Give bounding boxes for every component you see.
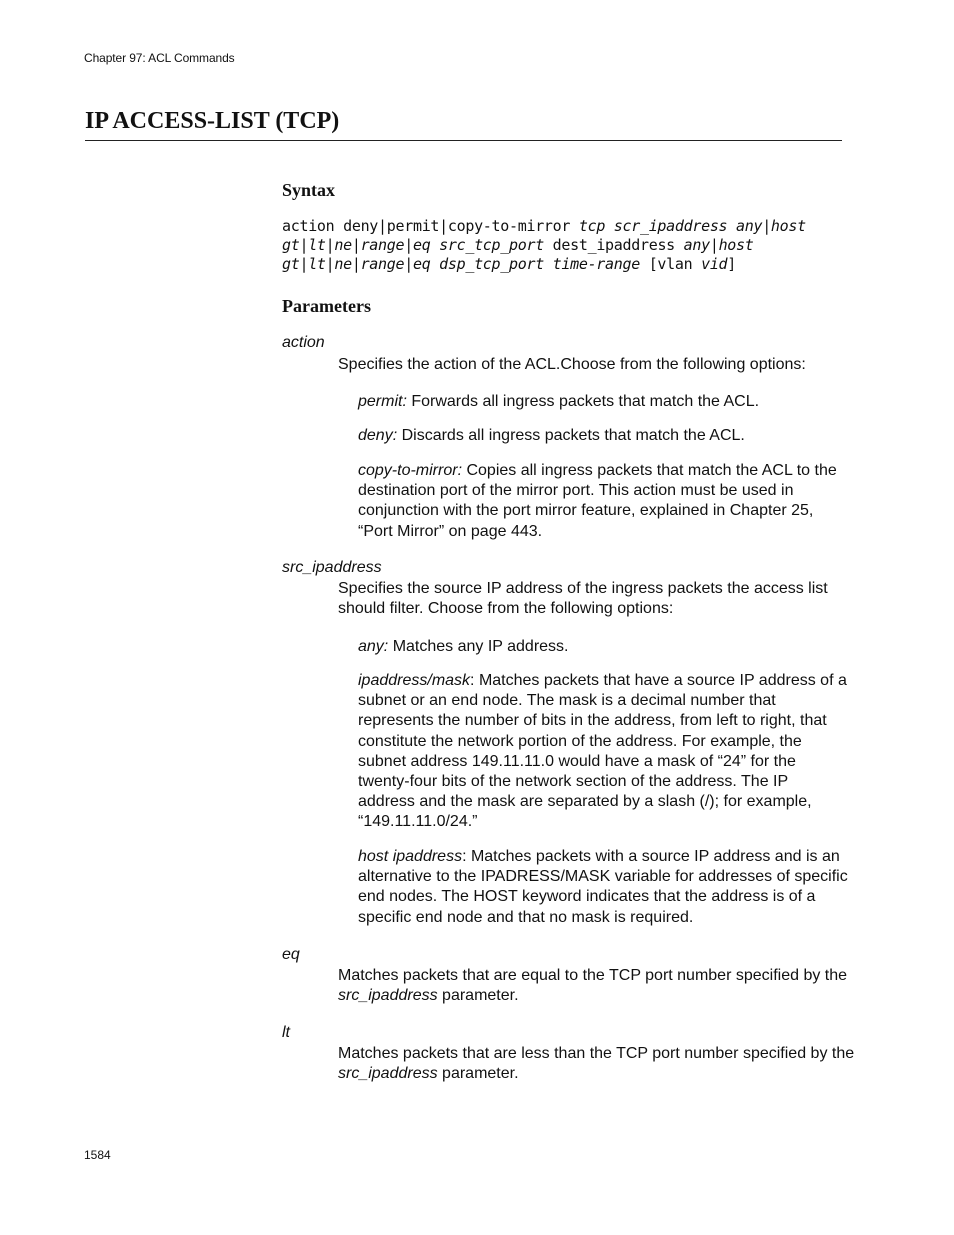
syntax-line-3-a: gt|lt|ne|range|eq dsp_tcp_port time-range xyxy=(282,255,640,273)
option-permit-label: permit: xyxy=(358,393,407,410)
syntax-line-3-c: vid xyxy=(701,255,728,273)
option-host-ipaddress xyxy=(358,847,848,928)
syntax-line-2 xyxy=(282,236,754,255)
syntax-line-3-b: [vlan xyxy=(639,255,702,273)
param-term-action: action xyxy=(282,334,325,351)
syntax-line-2-a: gt|lt|ne|range|eq src_tcp_port xyxy=(282,236,544,254)
param-desc-action: Specifies the action of the ACL.Choose from the following options: xyxy=(338,356,806,373)
running-header: Chapter 97: ACL Commands xyxy=(84,51,235,65)
param-term-eq: eq xyxy=(282,946,300,963)
lt-desc-param: src_ipaddress xyxy=(338,1065,438,1083)
option-host-label: host ipaddress xyxy=(358,848,463,865)
option-mirror-label: copy-to-mirror: xyxy=(358,462,463,479)
syntax-line-1-b: tcp scr_ipaddress any|host xyxy=(578,217,806,235)
param-desc-lt xyxy=(338,1044,858,1084)
param-term-lt: lt xyxy=(282,1024,290,1041)
syntax-heading: Syntax xyxy=(282,180,336,200)
syntax-line-2-c: any|host xyxy=(683,236,754,254)
syntax-line-2-b: dest_ipaddress xyxy=(543,236,684,254)
syntax-line-1 xyxy=(282,217,806,236)
lt-desc-pre: Matches packets that are less than the TCP port number specified by the xyxy=(338,1045,855,1062)
title-rule xyxy=(85,140,842,141)
syntax-line-1-a: action deny|permit|copy-to-mirror xyxy=(282,217,579,235)
option-deny-label: deny: xyxy=(358,427,398,444)
parameters-heading: Parameters xyxy=(282,296,371,316)
lt-desc-post: parameter. xyxy=(437,1065,519,1083)
option-ipaddress-mask xyxy=(358,671,848,833)
eq-desc-pre: Matches packets that are equal to the TCP port number specified by the xyxy=(338,967,848,984)
option-mask-label: ipaddress/mask xyxy=(358,672,471,689)
option-mirror-text: Copies all ingress packets that match the ACL to the destination port of the mirror port. This action must be used in conjunction with the port mirror feature, explained in Chapter 25, “Port Mirror” on page 443. xyxy=(358,462,837,540)
syntax-line-3 xyxy=(282,255,736,274)
page-number: 1584 xyxy=(84,1148,111,1162)
option-any xyxy=(358,637,848,657)
option-deny xyxy=(358,426,848,446)
page-title: IP ACCESS-LIST (TCP) xyxy=(85,108,340,134)
eq-desc-post: parameter. xyxy=(437,987,519,1005)
option-host-text: : Matches packets with a source IP address and is an alternative to the IPADRESS/MASK variable for addresses of specific end nodes. The HOST keyword indicates that the address is of a specific end node and that no mask is required. xyxy=(358,848,848,926)
option-permit-text: Forwards all ingress packets that match the ACL. xyxy=(406,393,760,410)
option-permit xyxy=(358,392,848,412)
option-any-label: any: xyxy=(358,638,389,655)
param-desc-src-ipaddress: Specifies the source IP address of the ingress packets the access list should filter. Choose from the following options: xyxy=(338,580,828,618)
eq-desc-param: src_ipaddress xyxy=(338,987,438,1005)
option-any-text: Matches any IP address. xyxy=(388,638,569,655)
param-term-src-ipaddress: src_ipaddress xyxy=(282,559,382,576)
syntax-line-3-d: ] xyxy=(727,255,737,273)
option-copy-to-mirror xyxy=(358,461,848,542)
option-mask-text: : Matches packets that have a source IP address of a subnet or an end node. The mask is a decimal number that represents the number of bits in the address, from left to right, that constitute the network portion of the address. For example, the subnet address 149.11.11.0 would have a mask of “24” for the twenty-four bits of the network section of the address. The IP address and the mask are separated by a slash (/); for example, “149.11.11.0/24.” xyxy=(358,672,847,831)
param-desc-eq xyxy=(338,966,858,1006)
option-deny-text: Discards all ingress packets that match the ACL. xyxy=(397,427,745,444)
